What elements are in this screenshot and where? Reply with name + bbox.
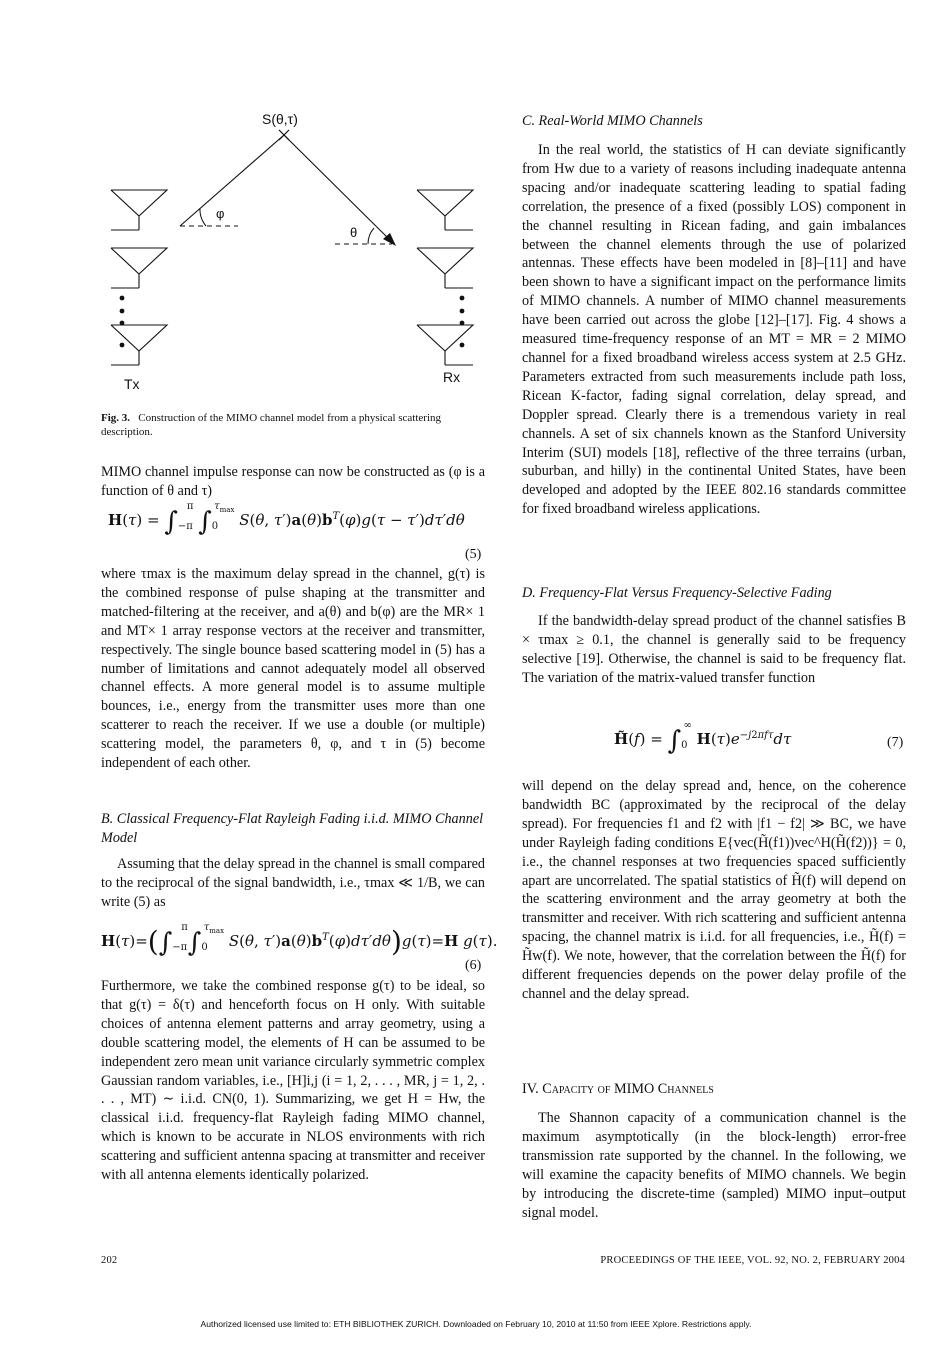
heading-iv: IV. Capacity of MIMO Channels: [522, 1081, 714, 1097]
right-paragraph-1: In the real world, the statistics of H can deviate significantly from Hw due to a variety of reasons including inadequate antenna spacing and/or inadequate scattering leading to spatial fading correlation, the presence of a fixed (possibly LOS) component in the channel resulting in Ricean fading, and gain imbalances between the channel elements through the use of polarized antennas. These effects have been modeled in [8]–[11] and have been shown to have a significant impact on the performance limits of MIMO channels. A number of MIMO channel measurements have been carried out across the globe [12]–[17]. Fig. 4 shows a measured time-frequency response of an MT = MR = 2 MIMO channel for a fixed broadband wireless access system at 2.5 GHz. Parameters extracted from such measurements include path loss, Ricean K-factor, fading signal correlation, delay spread, and Doppler spread. Clearly there is a tremendous variety in real channels. A set of six channels known as the Stanford University Interim (SUI) models [18], reflective of the three terrains (urban, suburban, and hilly) in the continental United States, have been developed and adopted by the IEEE 802.16 standards committee for fixed broadband wireless applications.: [522, 142, 906, 518]
figure-caption: [101, 411, 485, 439]
caption-text: Construction of the MIMO channel model from a physical scattering description.: [101, 412, 442, 438]
theta-arc: [368, 228, 374, 244]
equation-6-number: (6): [465, 958, 482, 973]
theta-label: θ: [350, 225, 358, 240]
equation-7-number: (7): [887, 735, 904, 750]
rx-antenna-array: [417, 190, 473, 365]
page-number: 202: [101, 1255, 118, 1266]
journal-footer: PROCEEDINGS OF THE IEEE, VOL. 92, NO. 2, FEBRUARY 2004: [600, 1255, 905, 1266]
rx-dots: [460, 296, 465, 348]
right-paragraph-4: The Shannon capacity of a communication channel is the maximum asymptotically (in the block-length) error-free transmission rate supported by the channel. In the following, we will examine the capacity benefits of MIMO channels. We begin by introducing the discrete-time (sampled) MIMO input–output signal model.: [522, 1110, 906, 1221]
left-paragraph-2: where τmax is the maximum delay spread in the channel, g(τ) is the combined response of pulse shaping at the transmitter and matched-filtering at the receiver, and a(θ) and b(φ) are the MR× 1 and MT× 1 array response vectors at the receiver and transmitter, respectively. The single bounce based scattering model in (5) has a number of limitations and cannot adequately model all observed channel effects. A more general model is to assume multiple bounces, i.e., energy from the transmitter uses more than one scatterer to reach the receiver. If we use a double (or multiple) scattering model, the parameters θ, φ, and τ in (5) become independent of each other.: [101, 566, 485, 772]
rx-label: Rx: [443, 369, 461, 385]
left-paragraph-3: Assuming that the delay spread in the channel is small compared to the reciprocal of the signal bandwidth, i.e., τmax ≪ 1/B, we can write (5) as: [101, 856, 485, 910]
tx-label: Tx: [124, 376, 140, 392]
heading-c: C. Real-World MIMO Channels: [522, 113, 703, 129]
tx-ray: [180, 135, 284, 226]
left-paragraph-1: MIMO channel impulse response can now be constructed as (φ is a function of θ and τ): [101, 464, 485, 499]
scatterer-label: S(θ,τ): [262, 111, 298, 127]
rx-ray: [284, 135, 392, 242]
phi-label: φ: [216, 206, 225, 221]
equation-5: $H(\tau) = \int_{-\pi}^\pi$ $\int_0^{\tau_{max}}$ S(θ, $\tau')a(\theta)b^T(\varphi)g(\tau - \tau')d\tau'd\theta$: [108, 501, 465, 537]
tx-antenna-array: [111, 190, 167, 365]
heading-b: B. Classical Frequency-Flat Rayleigh Fading i.i.d. MIMO Channel Model: [101, 811, 484, 846]
phi-arc: [200, 208, 206, 226]
equation-6: $H(\tau)=(\int_{-\pi}^\pi\int_0^{\tau_{max}}$ S(θ, $\tau')a(\theta)b^T(\varphi)d\tau'd\theta)g(\tau)=H$ g(τ).: [101, 922, 498, 958]
equation-5-number: (5): [465, 547, 482, 562]
heading-d: D. Frequency-Flat Versus Frequency-Selective Fading: [522, 585, 832, 601]
left-paragraph-4: Furthermore, we take the combined response g(τ) to be ideal, so that g(τ) = δ(τ) and henceforth focus on H only. With suitable choices of antenna element patterns and array geometry, using a double scattering model, the elements of H can be assumed to be independent zero mean unit variance circularly symmetric complex Gaussian random variables, i.e., [H]i,j (i = 1, 2, . . . , MR, j = 1, 2, . . . , MT) ∼ i.i.d. CN(0, 1). Summarizing, we get H = Hw, the classical i.i.d. frequency-flat Rayleigh fading MIMO channel, which is known to be accurate in NLOS environments with rich scattering and sufficient antenna spacing at transmitter and receiver with all antenna elements identically polarized.: [101, 978, 485, 1184]
right-paragraph-2: If the bandwidth-delay spread product of the channel satisfies B × τmax ≥ 0.1, the channel is generally said to be frequency selective [19]. Otherwise, the channel is said to be frequency flat. The variation of the matrix-valued transfer function: [522, 613, 906, 686]
authorization-notice: Authorized licensed use limited to: ETH BIBLIOTHEK ZURICH. Downloaded on February 10, 2010 at 11:50 from IEEE Xplore. Restrictions apply.: [200, 1319, 752, 1329]
equation-7: H̃(f) = $\int_0^\infty$ $H(\tau)e^{-j2\pi f\tau}d\tau$: [614, 720, 792, 756]
caption-prefix: Fig. 3.: [101, 412, 131, 424]
right-paragraph-3: will depend on the delay spread and, hence, on the coherence bandwidth BC (approximated by the reciprocal of the delay spread). For frequencies f1 and f2 with |f1 − f2| ≫ BC, we have under Rayleigh fading conditions E{vec(H̃(f1))vec^H(H̃(f2))} = 0, i.e., the channel responses at two frequencies spaced sufficiently apart are uncorrelated. The spatial statistics of H̃(f) will depend on the scattering environment and the array geometry at both the transmitter and receiver. With rich scattering and sufficient antenna spacing, the channel matrix is i.i.d. for all frequencies, i.e., H̃(f) = H̃w(f). We note, however, that the correlation between the H̃(f) for different frequencies depends on the power delay profile of the channel and the delay spread.: [522, 778, 906, 1002]
tx-dots: [120, 296, 125, 348]
